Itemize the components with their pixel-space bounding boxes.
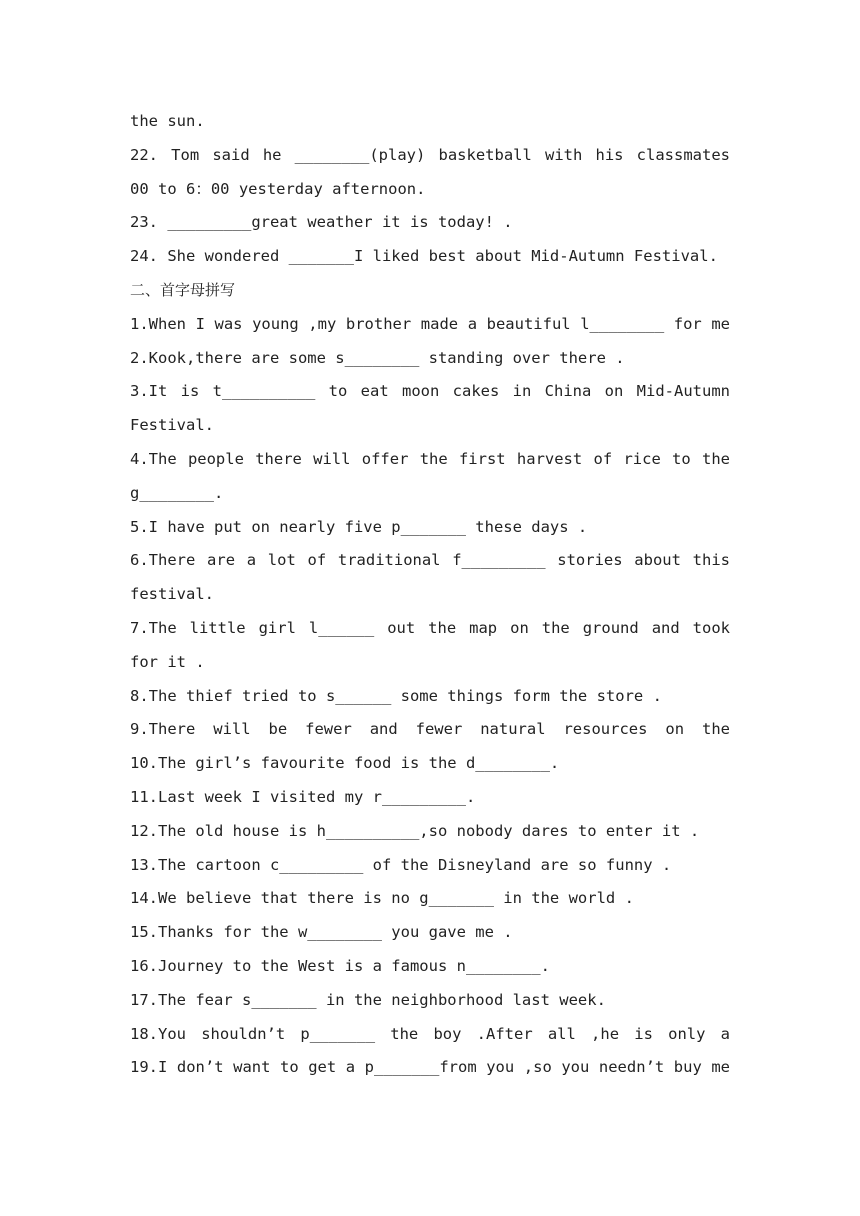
question-24: 24. She wondered _______I liked best about Mid-Autumn Festival. [130, 247, 718, 266]
item-16: 16.Journey to the West is a famous n________. [130, 956, 550, 975]
text-line: the sun. [130, 112, 205, 130]
question-23: 23. _________great weather it is today! . [130, 213, 513, 232]
item-7-line-2: for it . [130, 652, 205, 671]
section-heading: 二、首字母拼写 [130, 280, 236, 299]
item-19: 19.I don’t want to get a p_______from you ,so you needn’t buy me [130, 1058, 730, 1077]
item-3-line-2: Festival. [130, 416, 214, 435]
item-6-line-2: festival. [130, 585, 214, 604]
item-6-line-1: 6.There are a lot of traditional f_________ stories about this [130, 551, 730, 570]
item-1: 1.When I was young ,my brother made a beautiful l________ for me [130, 314, 730, 333]
item-15: 15.Thanks for the w________ you gave me . [130, 923, 513, 942]
item-14: 14.We believe that there is no g_______ in the world . [130, 889, 634, 908]
item-7-line-1: 7.The little girl l______ out the map on the ground and took [130, 618, 730, 637]
item-2: 2.Kook,there are some s________ standing over there . [130, 348, 625, 367]
item-4-line-2: g________. [130, 483, 224, 502]
question-22-line-1: 22. Tom said he ________(play) basketball with his classmates [130, 145, 730, 164]
item-9: 9.There will be fewer and fewer natural resources on the [130, 720, 730, 739]
item-8: 8.The thief tried to s______ some things form the store . [130, 686, 662, 705]
item-11: 11.Last week I visited my r_________. [130, 787, 476, 806]
item-4-line-1: 4.The people there will offer the first harvest of rice to the [130, 449, 730, 468]
item-12: 12.The old house is h__________,so nobody dares to enter it . [130, 821, 700, 840]
question-22-line-2: 00 to 6：00 yesterday afternoon. [130, 179, 426, 198]
exercise-text [130, 105, 730, 1085]
item-10: 10.The girl’s favourite food is the d________. [130, 754, 560, 773]
item-18: 18.You shouldn’t p_______ the boy .After all ,he is only a [130, 1024, 730, 1043]
item-3-line-1: 3.It is t__________ to eat moon cakes in China on Mid-Autumn [130, 382, 730, 401]
item-17: 17.The fear s_______ in the neighborhood last week. [130, 990, 606, 1009]
item-5: 5.I have put on nearly five p_______ these days . [130, 517, 588, 536]
item-13: 13.The cartoon c_________ of the Disneyland are so funny . [130, 855, 672, 874]
